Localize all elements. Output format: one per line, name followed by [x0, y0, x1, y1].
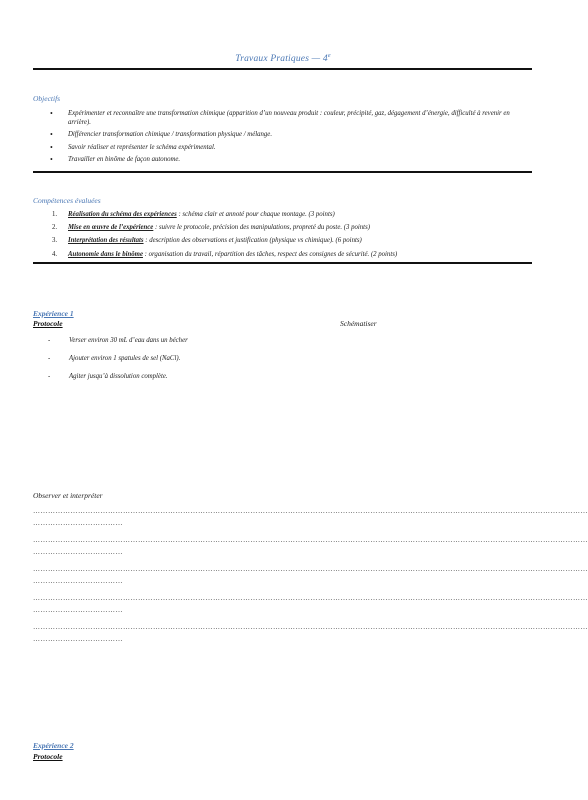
- header-rule: [33, 68, 532, 70]
- competences-title: Compétences évaluées: [33, 196, 101, 205]
- answer-line[interactable]: ………………………………: [33, 606, 123, 614]
- competence-item: 1. Réalisation du schéma des expériences : schéma clair et annoté pour chaque montage. (3 points): [52, 211, 335, 218]
- answer-line[interactable]: ……………………………………………………………………………………………………………………………………………………………………………………………………: [33, 565, 588, 573]
- experience1-steps: [48, 337, 188, 391]
- competences-list: [52, 210, 532, 263]
- experience1-title: Expérience 1: [33, 309, 74, 318]
- answer-line[interactable]: ………………………………: [33, 635, 123, 643]
- objectives-list: [50, 109, 530, 167]
- header-title: Travaux Pratiques — 4: [235, 54, 328, 65]
- objective-item: • Différencier transformation chimique / transformation physique / mélange.: [50, 130, 530, 139]
- objective-item: • Travailler en binôme de façon autonome.: [50, 155, 530, 164]
- answer-line[interactable]: ………………………………: [33, 577, 123, 585]
- experience1-protocol-label: Protocole: [33, 319, 63, 328]
- competences-rule: [33, 262, 532, 264]
- page-header: [0, 53, 566, 64]
- answer-line[interactable]: ………………………………: [33, 519, 123, 527]
- competence-item: 2. Mise en œuvre de l’expérience : suivre le protocole, précision des manipulations, propreté du poste. (3 points): [52, 224, 370, 232]
- competence-item: 3. Interprétation des résultats : description des observations et justification (physique vs chimique). (6 points): [52, 237, 362, 245]
- experience2-title: Expérience 2: [33, 741, 74, 750]
- answer-line[interactable]: ……………………………………………………………………………………………………………………………………………………………………………………………………: [33, 536, 588, 544]
- protocol-step: - Ajouter environ 1 spatules de sel (NaCl).: [48, 355, 188, 373]
- protocol-step: - Verser environ 30 mL d’eau dans un bécher: [48, 337, 188, 355]
- answer-line[interactable]: ………………………………: [33, 548, 123, 556]
- experience2-protocol-label: Protocole: [33, 752, 63, 761]
- objectives-title: Objectifs: [33, 94, 61, 103]
- competence-item: 4. Autonomie dans le binôme : organisation du travail, répartition des tâches, respect des consignes de sécurité. (2 points): [52, 250, 398, 258]
- observe-label: Observer et interpréter: [33, 491, 103, 500]
- answer-line[interactable]: ……………………………………………………………………………………………………………………………………………………………………………………………………: [33, 594, 588, 602]
- schema-label: Schématiser: [340, 319, 377, 328]
- objectives-rule: [33, 171, 532, 173]
- answer-line[interactable]: ……………………………………………………………………………………………………………………………………………………………………………………………………: [33, 623, 588, 631]
- protocol-step: - Agiter jusqu’à dissolution complète.: [48, 373, 188, 391]
- objective-item: • Expérimenter et reconnaître une transformation chimique (apparition d’un nouveau produit : couleur, précipité, gaz, dégagement d’énergie, difficulté à revenir en arrière).: [50, 109, 530, 127]
- objective-item: • Savoir réaliser et représenter le schéma expérimental.: [50, 143, 530, 152]
- answer-line[interactable]: ……………………………………………………………………………………………………………………………………………………………………………………………………: [33, 507, 588, 515]
- header-superscript: e: [327, 53, 331, 59]
